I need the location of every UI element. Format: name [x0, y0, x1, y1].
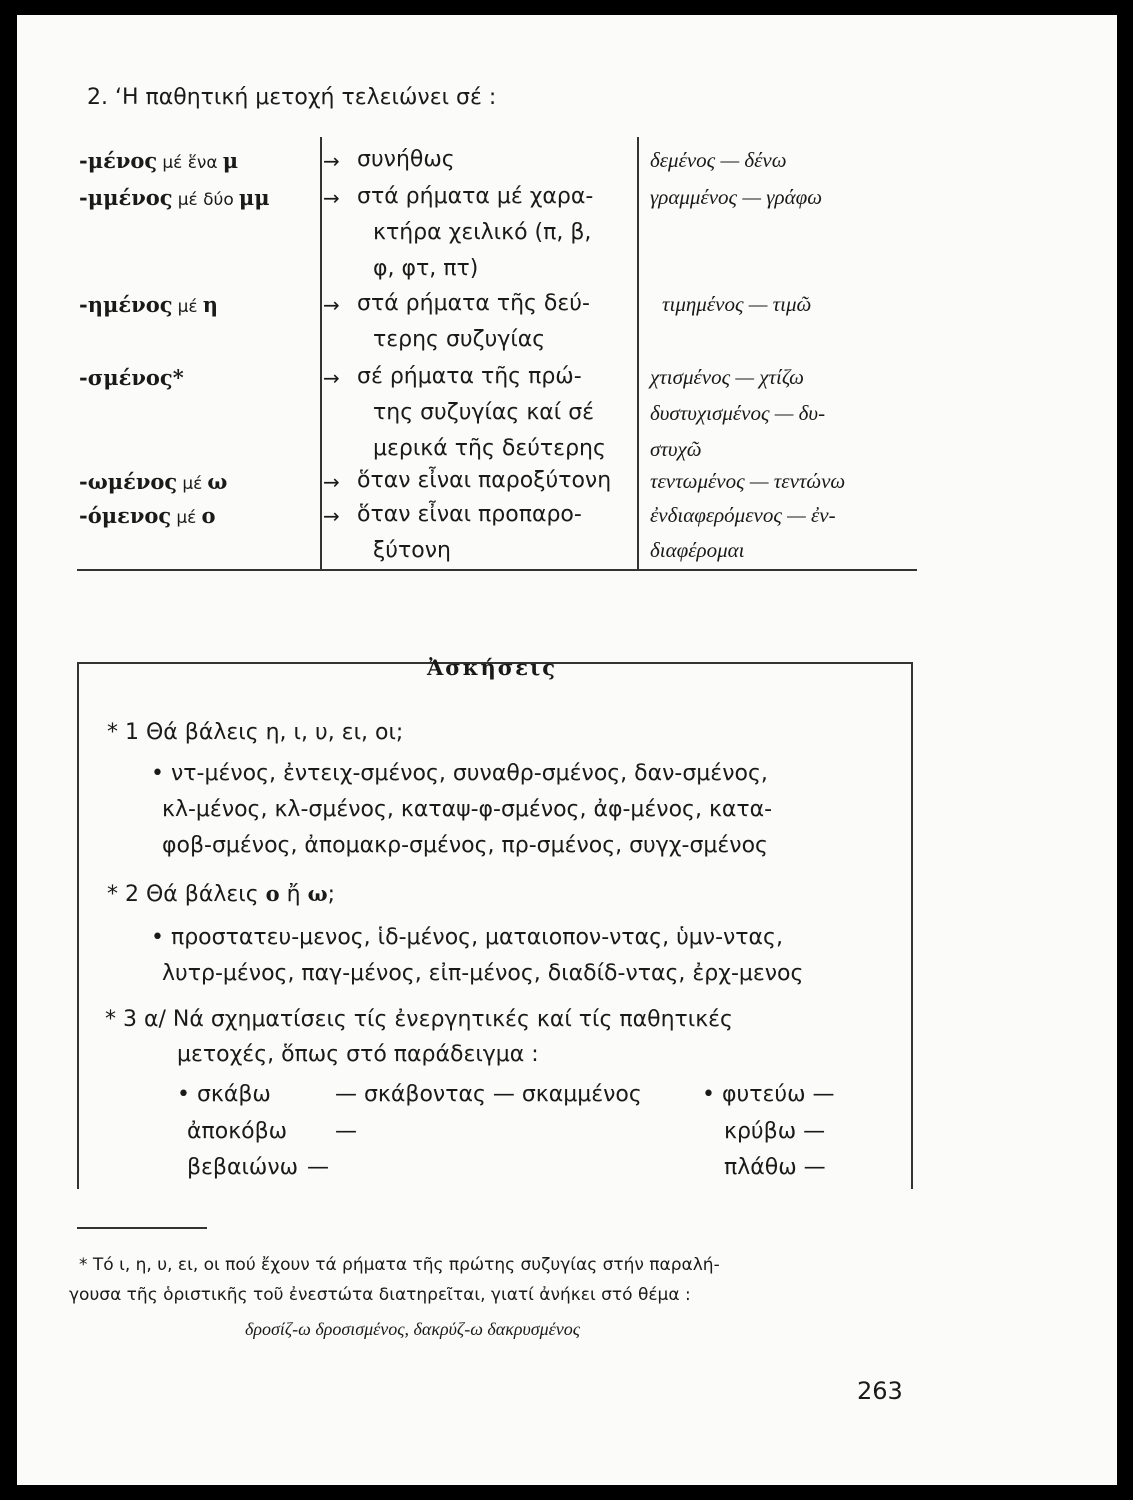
footnote-line: * Τό ι, η, υ, ει, οι πού ἔχουν τά ρήματα τῆς πρώτης συζυγίας στήν παραλή- — [79, 1255, 720, 1275]
footnote-rule — [77, 1227, 207, 1229]
page-number: 263 — [857, 1377, 903, 1405]
rule-text: στά ρήματα μέ χαρα- — [357, 184, 594, 209]
arrow-right-icon: → — [323, 186, 340, 210]
rule-text: στά ρήματα τῆς δεύ- — [357, 291, 590, 316]
exercise-2-letter-o: ο — [265, 881, 280, 906]
exercise-2-line: λυτρ-μένος, παγ-μένος, εἰπ-μένος, διαδίδ-ντας, ἐρχ-μενος — [162, 961, 804, 986]
example-text: τιμημένος — τιμῶ — [662, 292, 812, 316]
arrow-right-icon: → — [323, 470, 340, 494]
rule-text: ὅταν εἶναι παροξύτονη — [357, 468, 612, 493]
arrow-right-icon: → — [323, 149, 340, 173]
exercise-2-conjunction: ἤ — [286, 882, 301, 907]
exercise-1-line: • ντ-μένος, ἐντειχ-σμένος, συναθρ-σμένος, δαν-σμένος, — [151, 761, 768, 786]
ending-letter: μ — [222, 148, 239, 173]
exercise-3-verb: κρύβω — — [724, 1119, 826, 1144]
ending-mark: μέ ἕνα — [162, 153, 218, 173]
exercise-3-participles: — — [335, 1119, 357, 1144]
exercise-3-verb: ἀποκόβω — [187, 1119, 288, 1144]
arrow-right-icon: → — [323, 504, 340, 528]
example-text: διαφέρομαι — [650, 538, 745, 562]
ending-letter: ο — [201, 503, 216, 528]
rule-text: μερικά τῆς δεύτερης — [373, 436, 606, 461]
exercise-3-prompt: μετοχές, ὅπως στό παράδειγμα : — [177, 1042, 539, 1067]
exercise-2-letter-w: ω — [307, 881, 328, 906]
ending-letter: μμ — [238, 185, 270, 210]
ending-label: -ωμένος — [79, 469, 178, 494]
exercise-3-verb: βεβαιώνω — [187, 1155, 299, 1180]
example-text: τεντωμένος — τεντώνω — [650, 469, 846, 493]
table-divider-left — [320, 137, 322, 570]
ending-mark: μέ — [177, 297, 198, 317]
exercise-2-prompt — [107, 881, 335, 907]
rule-text: σέ ρήματα τῆς πρώ- — [357, 364, 582, 389]
exercise-3-prompt: * 3 α/ Νά σχηματίσεις τίς ἐνεργητικές καί τίς παθητικές — [105, 1007, 733, 1032]
exercise-3-verb: πλάθω — — [724, 1155, 826, 1180]
table-row — [79, 469, 227, 494]
exercise-3-verb: • σκάβω — [177, 1082, 271, 1107]
exercise-2-line: • προστατευ-μενος, ἱδ-μένος, ματαιοπον-ντας, ὑμν-ντας, — [151, 925, 783, 950]
arrow-right-icon: → — [323, 366, 340, 390]
ending-mark: μέ δύο — [177, 190, 234, 210]
exercises-title: Ἀσκήσεις — [427, 655, 557, 680]
example-text: δεμένος — δένω — [650, 148, 787, 172]
ending-label: -μμένος — [79, 185, 173, 210]
rule-text: ξύτονη — [373, 538, 451, 563]
rule-text: φ, φτ, πτ) — [373, 256, 479, 281]
arrow-right-icon: → — [323, 293, 340, 317]
rule-text: τερης συζυγίας — [373, 327, 546, 352]
exercise-2-prompt-text: * 2 Θά βάλεις — [107, 882, 259, 907]
example-text: δυστυχισμένος — δυ- — [650, 401, 826, 425]
exercise-3-participles: — σκάβοντας — σκαμμένος — [335, 1082, 642, 1107]
table-row — [79, 365, 184, 390]
ending-label: -όμενος — [79, 503, 172, 528]
rule-text: της συζυγίας καί σέ — [373, 400, 595, 425]
table-bottom-rule — [77, 569, 917, 571]
footnote-example: δροσίζ-ω δροσισμένος, δακρύζ-ω δακρυσμένος — [245, 1319, 581, 1339]
exercise-3-participles: — — [307, 1155, 329, 1180]
example-text: χτισμένος — χτίζω — [650, 365, 804, 389]
ending-label: -μένος — [79, 148, 158, 173]
table-row — [79, 503, 215, 528]
exercise-1-line: φοβ-σμένος, ἀπομακρ-σμένος, πρ-σμένος, συγχ-σμένος — [162, 833, 768, 858]
example-text: στυχῶ — [650, 437, 702, 461]
exercise-2-question-mark: ; — [327, 882, 335, 907]
ending-mark: μέ — [176, 508, 197, 528]
table-row — [79, 185, 270, 210]
exercise-3-verb: • φυτεύω — — [702, 1082, 835, 1107]
ending-letter: η — [202, 292, 218, 317]
rule-text: κτήρα χειλικό (π, β, — [373, 220, 592, 245]
table-row — [79, 148, 238, 173]
section-heading: 2. ‘Η παθητική μετοχή τελειώνει σέ : — [87, 85, 497, 110]
rule-text: ὅταν εἶναι προπαρο- — [357, 502, 582, 527]
ending-label: -ημένος — [79, 292, 173, 317]
example-text: ἐνδιαφερόμενος — ἐν- — [650, 503, 836, 527]
example-text: γραμμένος — γράφω — [650, 185, 823, 209]
ending-mark: μέ — [182, 474, 203, 494]
document-page — [17, 15, 1117, 1485]
rule-text: συνήθως — [357, 147, 455, 172]
ending-label: -σμένος* — [79, 365, 184, 390]
ending-letter: ω — [207, 469, 228, 494]
footnote-line: γουσα τῆς ὁριστικῆς τοῦ ἐνεστώτα διατηρεῖται, γιατί ἀνήκει στό θέμα : — [69, 1285, 691, 1305]
exercise-1-prompt: * 1 Θά βάλεις η, ι, υ, ει, οι; — [107, 720, 404, 745]
exercise-1-line: κλ-μένος, κλ-σμένος, καταψ-φ-σμένος, ἀφ-μένος, κατα- — [162, 797, 773, 822]
table-row — [79, 292, 218, 317]
table-divider-right — [637, 137, 639, 570]
